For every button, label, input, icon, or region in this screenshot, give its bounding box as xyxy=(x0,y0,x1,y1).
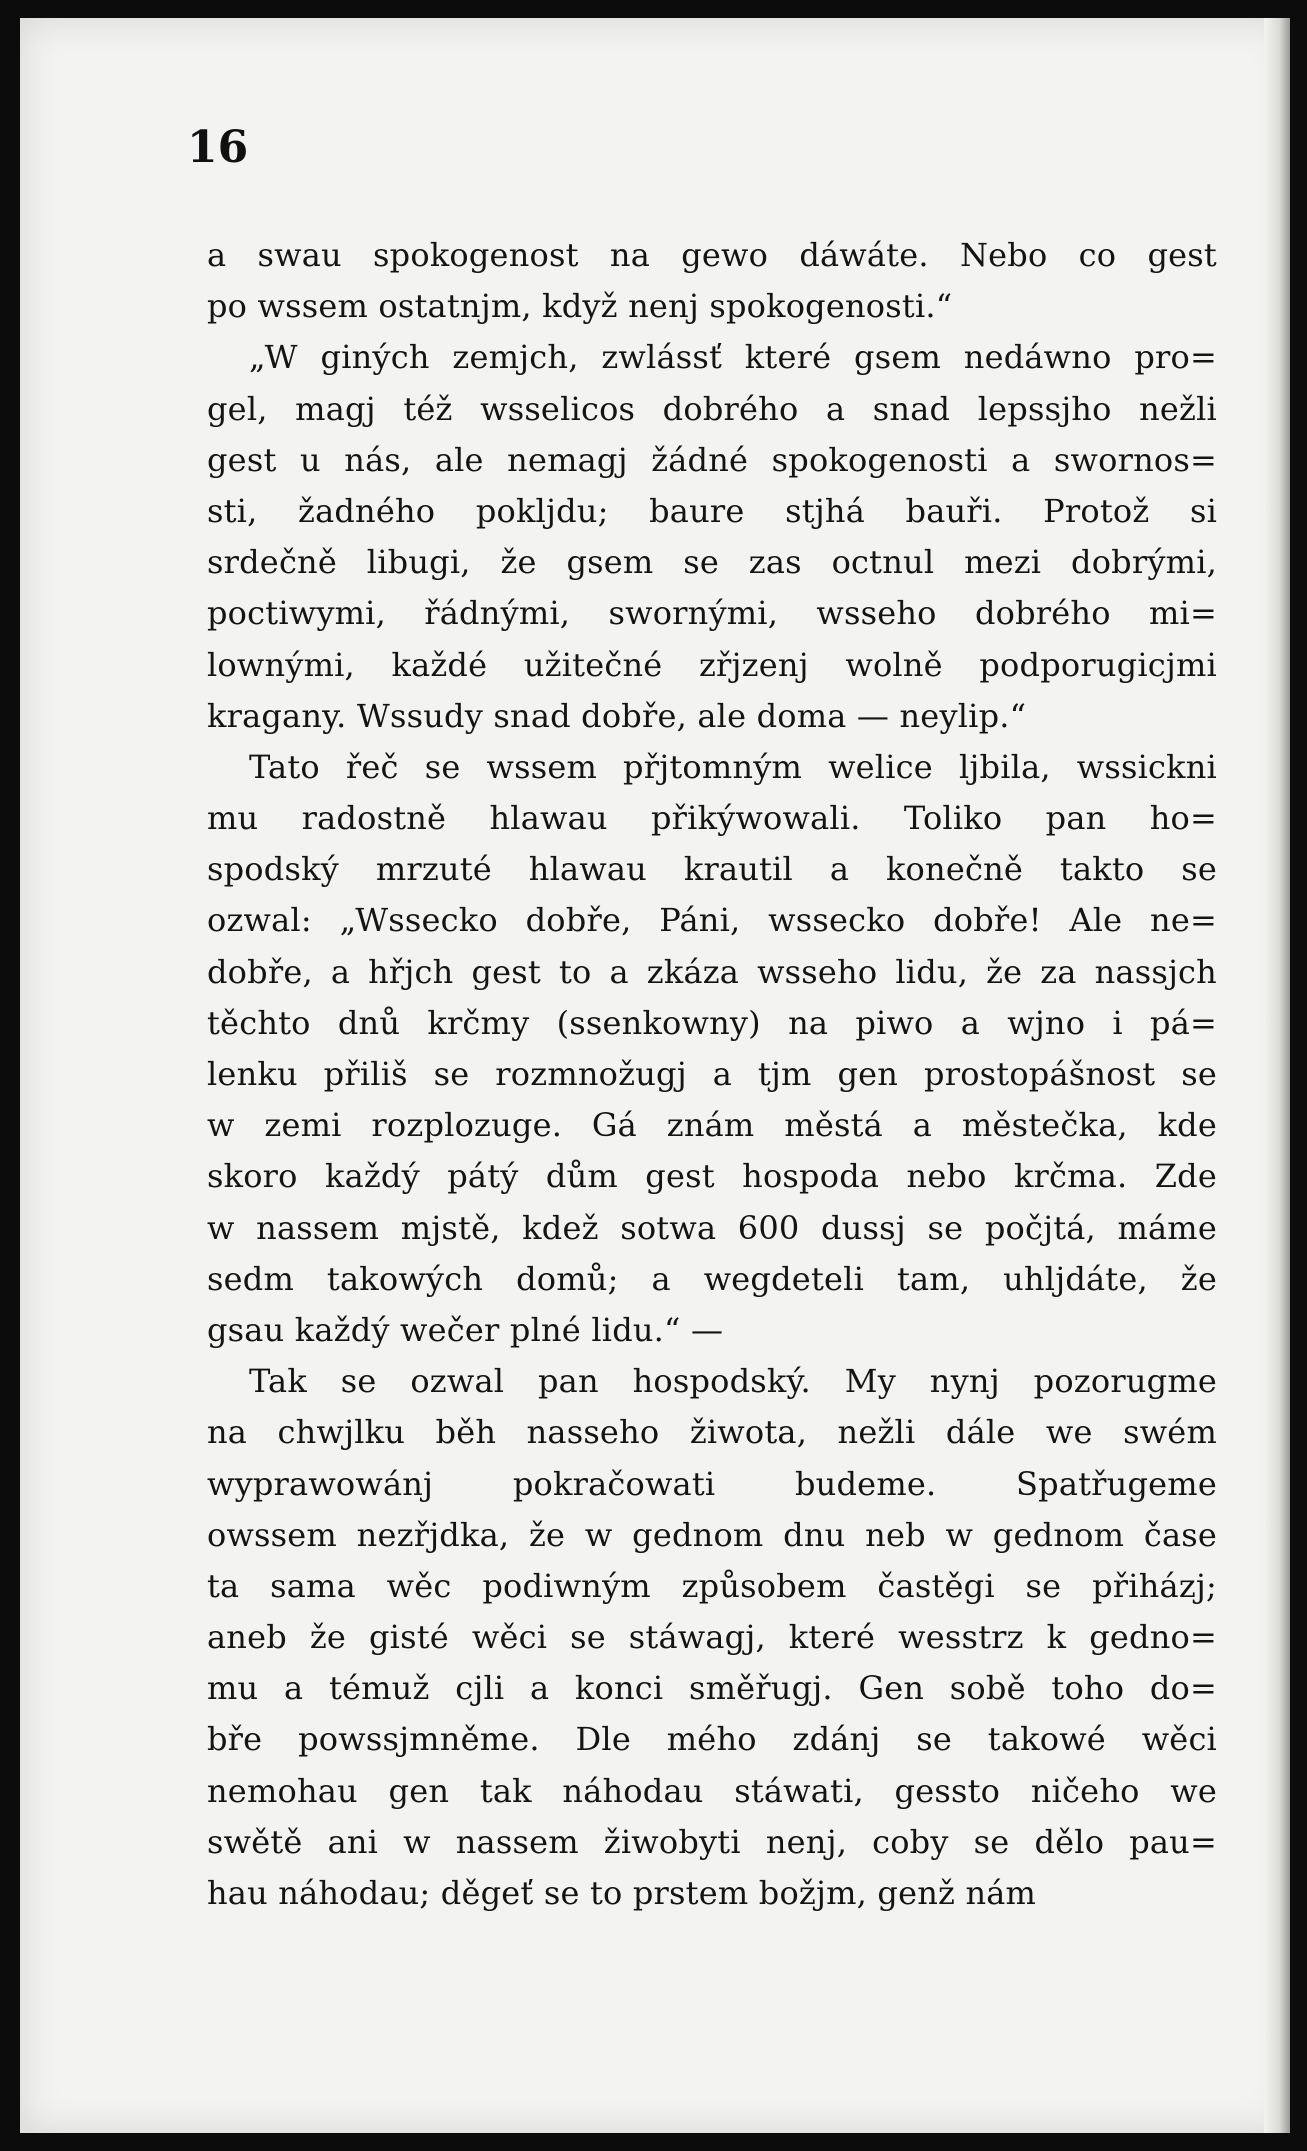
text-line: mu a témuž cjli a konci směřugj. Gen sobě toho do= xyxy=(207,1669,1217,1708)
text-line: mu radostně hlawau přikýwowali. Toliko pan ho= xyxy=(207,799,1217,838)
text-line: gest u nás, ale nemagj žádné spokogenosti a swornos= xyxy=(207,440,1217,479)
text-line: spodský mrzuté hlawau krautil a konečně takto se xyxy=(207,850,1217,889)
text-line: sedm takowých domů; a wegdeteli tam, uhljdáte, že xyxy=(207,1259,1217,1298)
text-line: těchto dnů krčmy (ssenkowny) na piwo a wjno i pá= xyxy=(207,1003,1217,1042)
body-text xyxy=(207,230,1217,1919)
text-line: „W giných zemjch, zwlássť které gsem nedáwno pro= xyxy=(249,338,1217,377)
text-line: hau náhodau; děgeť se to prstem božjm, genž nám xyxy=(207,1874,1037,1912)
text-line: Tak se ozwal pan hospodský. My nynj pozorugme xyxy=(249,1362,1217,1401)
book-page xyxy=(20,18,1290,2133)
text-line: gsau každý wečer plné lidu.“ — xyxy=(207,1310,724,1349)
text-line: ozwal: „Wssecko dobře, Páni, wssecko dobře! Ale ne= xyxy=(207,901,1217,940)
text-line: srdečně libugi, že gsem se zas octnul mezi dobrými, xyxy=(207,543,1217,582)
text-line: dobře, a hřjch gest to a zkáza wsseho lidu, že za nassjch xyxy=(207,952,1217,991)
text-line: nemohau gen tak náhodau stáwati, gessto ničeho we xyxy=(207,1771,1217,1810)
text-line: kragany. Wssudy snad dobře, ale doma — neylip.“ xyxy=(207,696,1027,735)
text-line: owssem nezřjdka, že w gednom dnu neb w gednom čase xyxy=(207,1515,1217,1554)
text-line: aneb že gisté wěci se stáwagj, které wesstrz k gedno= xyxy=(207,1618,1217,1657)
text-line: Tato řeč se wssem přjtomným welice ljbila, wssickni xyxy=(249,747,1217,786)
text-line: w nassem mjstě, kdež sotwa 600 dussj se počjtá, máme xyxy=(207,1208,1217,1247)
text-line: lownými, každé užitečné zřjzenj wolně podporugicjmi xyxy=(207,645,1217,684)
text-line: bře powssjmněme. Dle mého zdánj se takowé wěci xyxy=(207,1720,1217,1759)
text-line: sti, žadného pokljdu; baure stjhá bauři. Protož si xyxy=(207,491,1217,530)
text-line: gel, magj též wsselicos dobrého a snad lepssjho nežli xyxy=(207,389,1217,428)
page-number: 16 xyxy=(187,122,249,173)
text-line: swětě ani w nassem žiwobyti nenj, coby se dělo pau= xyxy=(207,1822,1217,1861)
text-line: na chwjlku běh nasseho žiwota, nežli dále we swém xyxy=(207,1413,1217,1452)
text-line: w zemi rozplozuge. Gá znám městá a městečka, kde xyxy=(207,1106,1217,1145)
text-line: lenku přiliš se rozmnožugj a tjm gen prostopášnost se xyxy=(207,1055,1217,1093)
page-binding-edge xyxy=(1264,18,1290,2133)
text-line: wyprawowánj pokračowati budeme. Spatřugeme xyxy=(207,1464,1217,1503)
text-line: poctiwymi, řádnými, swornými, wsseho dobrého mi= xyxy=(207,594,1217,633)
text-line: a swau spokogenost na gewo dáwáte. Nebo co gest xyxy=(207,236,1217,274)
text-line: ta sama wěc podiwným způsobem častěgi se přiházj; xyxy=(207,1566,1217,1605)
text-line: skoro každý pátý dům gest hospoda nebo krčma. Zde xyxy=(207,1157,1217,1196)
text-line: po wssem ostatnjm, když nenj spokogenosti.“ xyxy=(207,287,953,326)
